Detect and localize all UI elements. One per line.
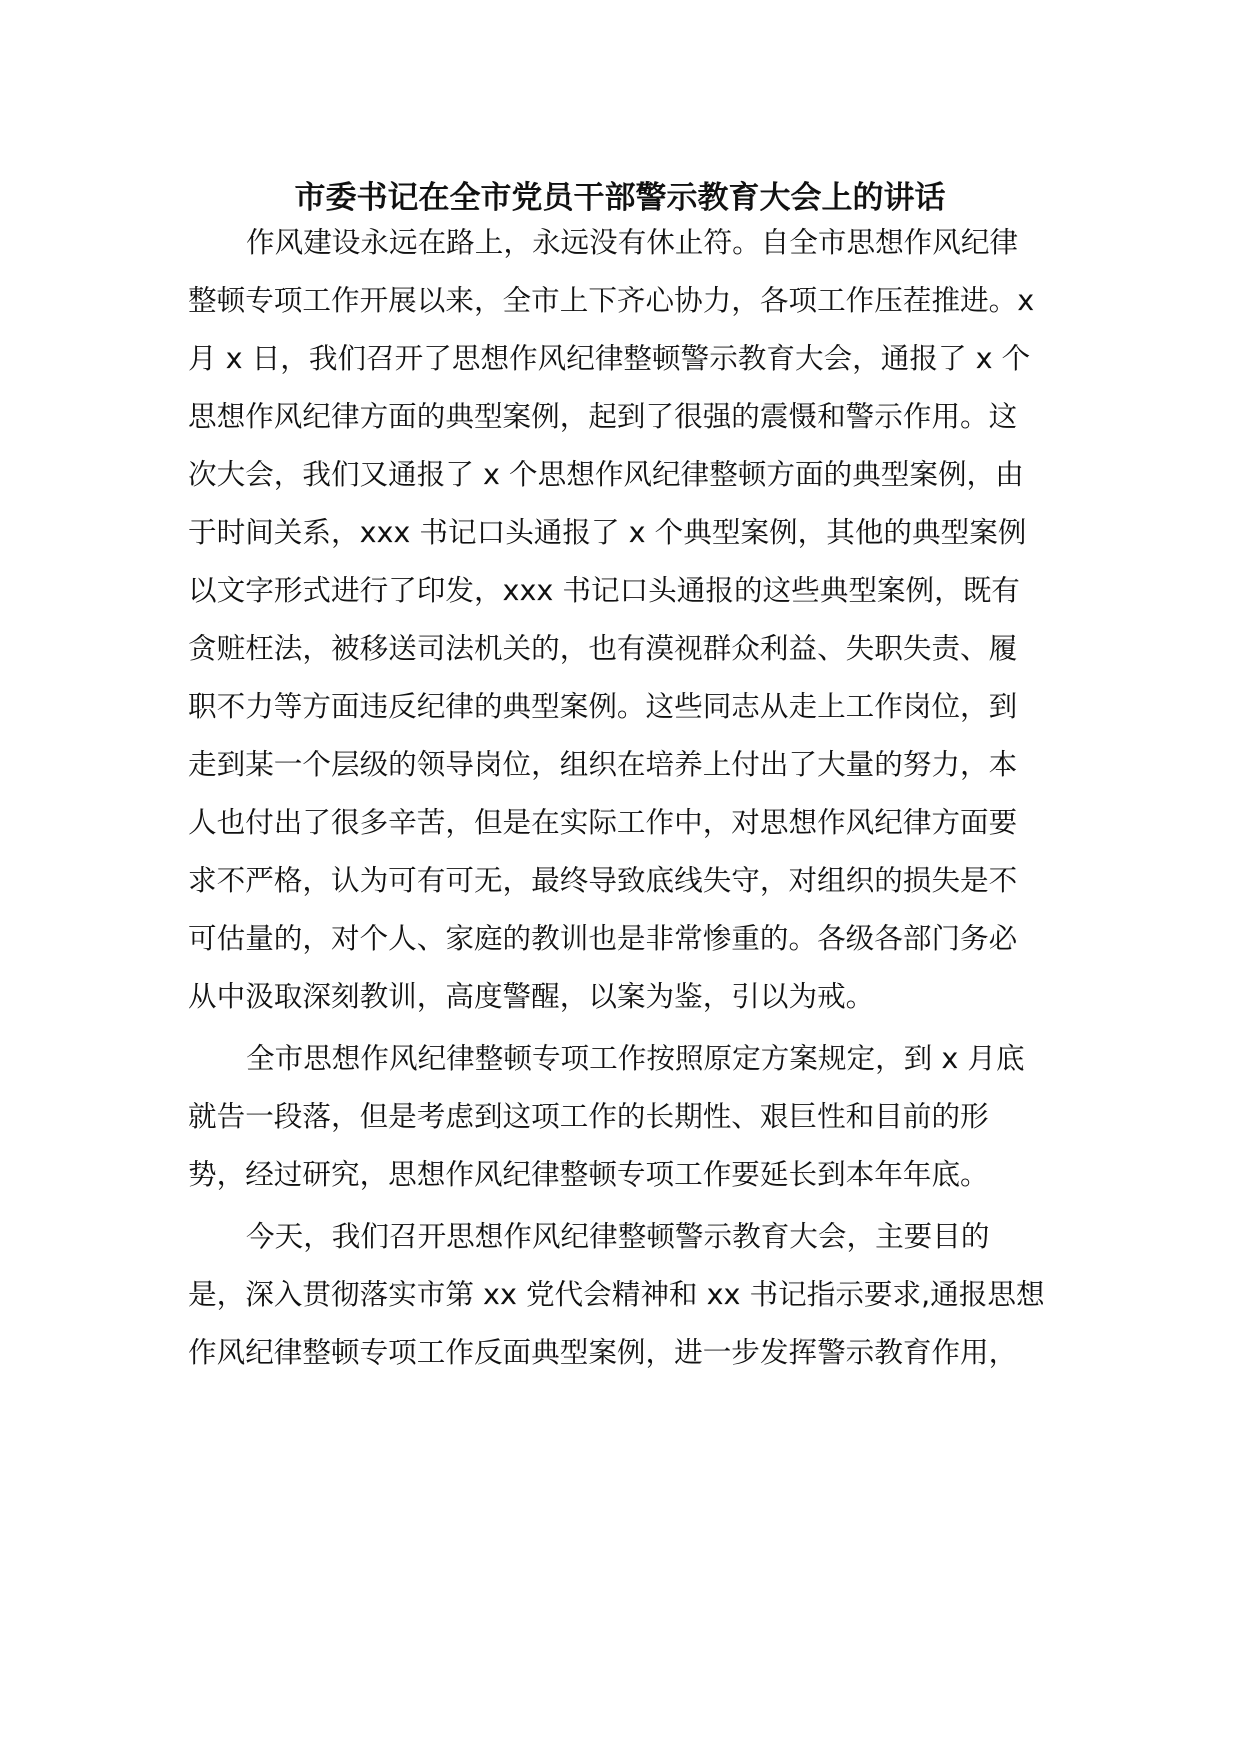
paragraph-1-line-7: 以文字形式进行了印发，xxx 书记口头通报的这些典型案例，既有	[188, 573, 1020, 607]
paragraph-1-line-1: 作风建设永远在路上，永远没有休止符。自全市思想作风纪律	[246, 225, 1019, 259]
paragraph-2-line-1: 全市思想作风纪律整顿专项工作按照原定方案规定，到 x 月底	[246, 1041, 1025, 1075]
paragraph-1-line-4: 思想作风纪律方面的典型案例，起到了很强的震慑和警示作用。这	[188, 399, 1018, 433]
document-title: 市委书记在全市党员干部警示教育大会上的讲话	[294, 180, 946, 216]
paragraph-1-line-9: 职不力等方面违反纪律的典型案例。这些同志从走上工作岗位，到	[188, 689, 1018, 723]
paragraph-1-line-2: 整顿专项工作开展以来，全市上下齐心协力，各项工作压茬推进。x	[188, 283, 1035, 317]
paragraph-2-line-2: 就告一段落，但是考虑到这项工作的长期性、艰巨性和目前的形	[188, 1099, 989, 1133]
paragraph-1-line-5: 次大会，我们又通报了 x 个思想作风纪律整顿方面的典型案例，由	[188, 457, 1024, 491]
paragraph-1-line-11: 人也付出了很多辛苦，但是在实际工作中，对思想作风纪律方面要	[188, 805, 1018, 839]
paragraph-1-line-13: 可估量的，对个人、家庭的教训也是非常惨重的。各级各部门务必	[188, 921, 1018, 955]
paragraph-1-line-12: 求不严格，认为可有可无，最终导致底线失守，对组织的损失是不	[188, 863, 1018, 897]
paragraph-1-line-10: 走到某一个层级的领导岗位，组织在培养上付出了大量的努力，本	[188, 747, 1018, 781]
paragraph-1-line-14: 从中汲取深刻教训，高度警醒，以案为鉴，引以为戒。	[188, 979, 875, 1013]
paragraph-2-line-3: 势，经过研究，思想作风纪律整顿专项工作要延长到本年年底。	[188, 1157, 989, 1191]
paragraph-1-line-8: 贪赃枉法，被移送司法机关的，也有漠视群众利益、失职失责、履	[188, 631, 1018, 665]
paragraph-1-line-3: 月 x 日，我们召开了思想作风纪律整顿警示教育大会，通报了 x 个	[188, 341, 1031, 375]
paragraph-3-line-1: 今天，我们召开思想作风纪律整顿警示教育大会，主要目的	[246, 1219, 990, 1253]
paragraph-3-line-3: 作风纪律整顿专项工作反面典型案例，进一步发挥警示教育作用，	[188, 1335, 1018, 1369]
paragraph-1-line-6: 于时间关系，xxx 书记口头通报了 x 个典型案例，其他的典型案例	[188, 515, 1027, 549]
paragraph-3-line-2: 是，深入贯彻落实市第 xx 党代会精神和 xx 书记指示要求,通报思想	[188, 1277, 1045, 1311]
